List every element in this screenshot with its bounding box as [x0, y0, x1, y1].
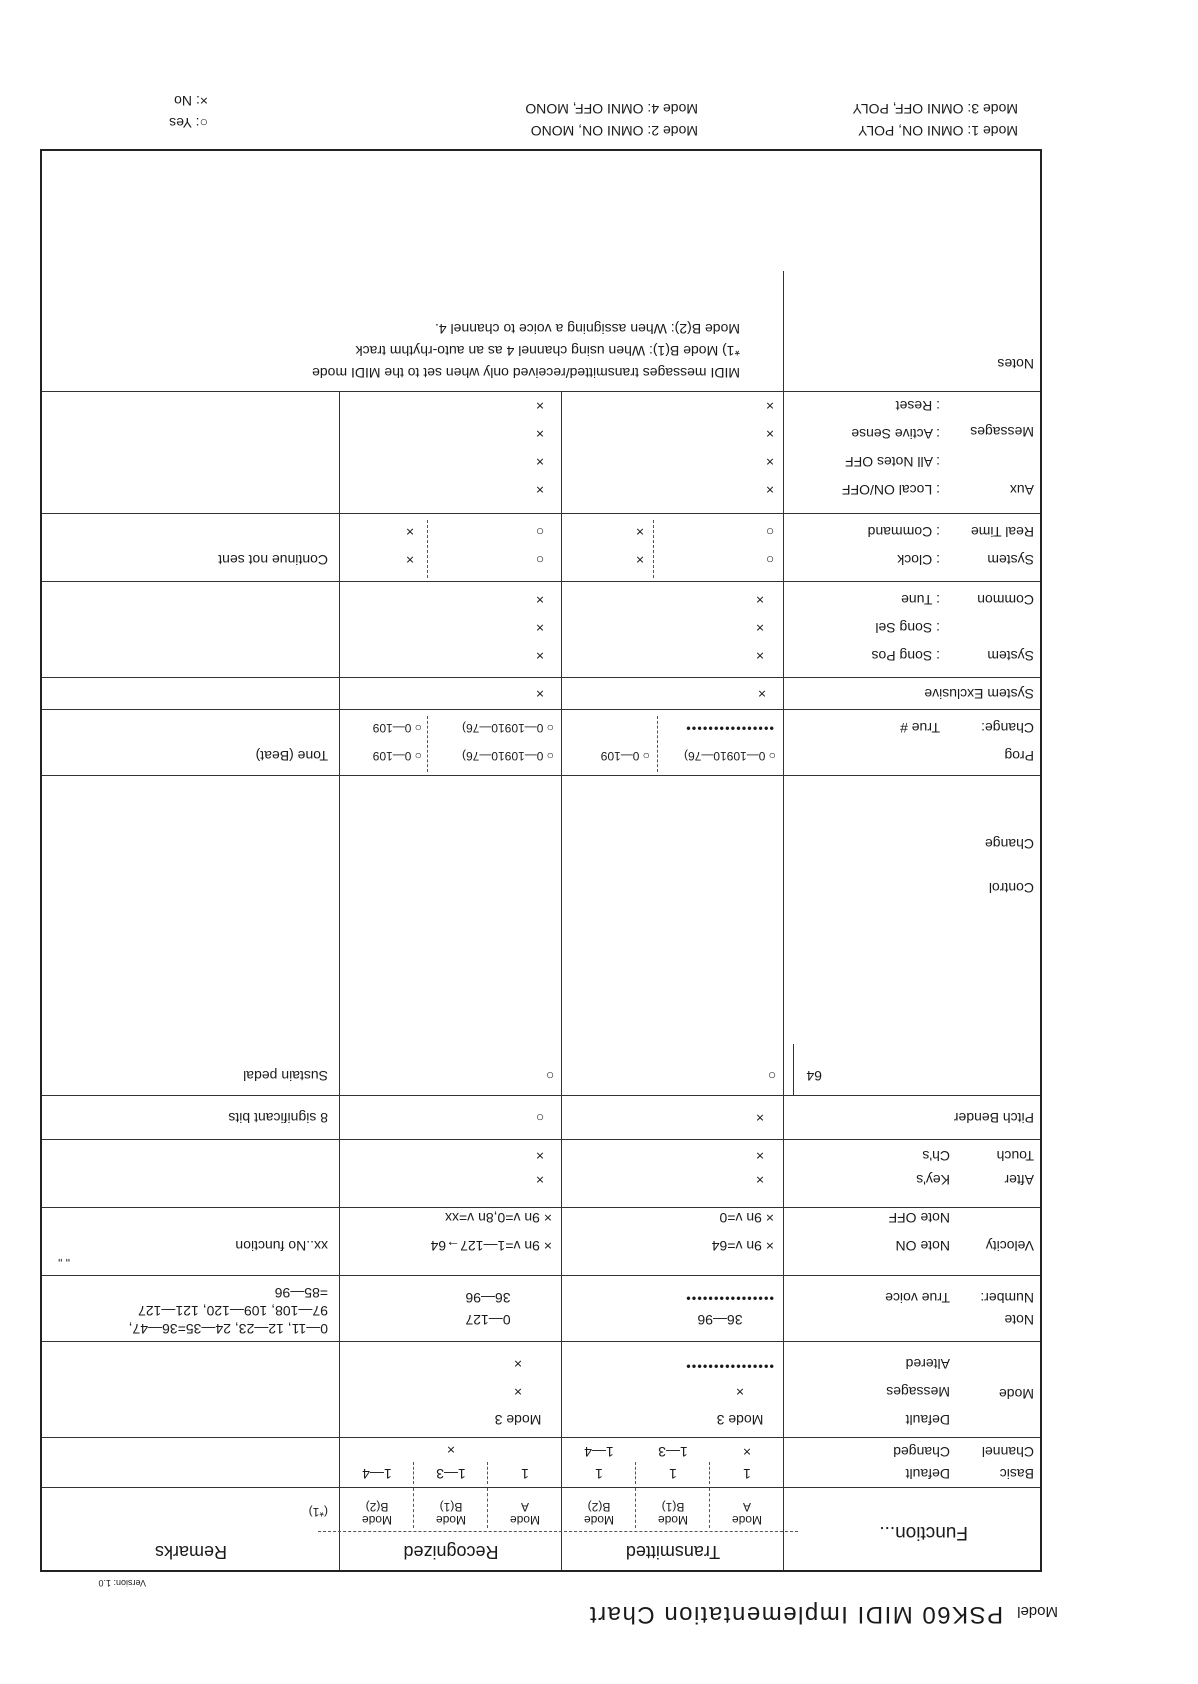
tx-aftertouch-keys: ×	[755, 1172, 765, 1188]
system-exclusive-row	[42, 677, 1040, 710]
system-common-row	[42, 581, 1040, 678]
chs-label: Ch's	[922, 1148, 950, 1164]
song-pos-label: : Song Pos	[871, 648, 940, 664]
tx-basic-changed-b2: 1—4	[584, 1444, 614, 1460]
pitch-bender-row	[42, 1095, 1040, 1140]
rx-velocity-on: × 9n v=1—127→64	[430, 1238, 552, 1254]
sub-header-divider	[318, 1531, 798, 1532]
rx-command-a: ○	[535, 524, 545, 540]
tx-basic-changed-b1: 1—3	[658, 1444, 688, 1460]
rx-mode-a-label: Mode A	[509, 1500, 541, 1527]
tx-note-range: 36—96	[697, 1312, 743, 1328]
tx-pitch-bender: ×	[755, 1110, 765, 1126]
program-change-row	[42, 709, 1040, 776]
tx-command-a: ○	[765, 524, 775, 540]
default-label: Default	[905, 1466, 950, 1482]
note-label: Note	[1004, 1312, 1034, 1328]
rx-system-exclusive: ×	[535, 686, 545, 702]
rx-clock-a: ○	[535, 552, 545, 568]
touch-label: Touch	[996, 1148, 1034, 1164]
tx-mode-a-label: Mode A	[731, 1500, 763, 1527]
symbol-legend: ○: Yes ×: No	[169, 93, 208, 131]
midi-implementation-table	[40, 149, 1042, 1572]
rx-basic-default-b2: 1—4	[362, 1466, 392, 1482]
tx-mode-default: Mode 3	[716, 1412, 764, 1428]
system-realtime-system-label: System	[987, 552, 1034, 568]
tx-aftertouch-chs: ×	[755, 1148, 765, 1164]
system-common-system-label: System	[987, 648, 1034, 664]
aux-messages-row	[42, 391, 1040, 514]
pitch-bender-label: Pitch Bender	[953, 1110, 1034, 1126]
version-label: Version: 1.0	[98, 1578, 146, 1588]
model-label: Model	[1017, 1603, 1058, 1620]
rx-clock-b: ×	[405, 552, 415, 568]
tx-velocity-on: × 9n v=64	[711, 1238, 774, 1254]
system-realtime-row	[42, 513, 1040, 582]
note-off-label: Note OFF	[888, 1210, 950, 1226]
notes-row	[42, 151, 1040, 392]
tx-tune: ×	[755, 592, 765, 608]
tx-command-b: ×	[635, 524, 645, 540]
margin-mark: " "	[58, 1250, 70, 1264]
song-sel-label: : Song Sel	[875, 620, 940, 636]
rx-local: ×	[535, 482, 545, 498]
rx-aftertouch-chs: ×	[535, 1148, 545, 1164]
tune-label: : Tune	[901, 592, 940, 608]
changed-label: Changed	[893, 1444, 950, 1460]
tx-mode-b1-label: Mode B(1)	[657, 1500, 689, 1527]
table-header-row	[42, 1487, 1040, 1570]
tx-prog-b: ○ 0—109	[600, 749, 650, 763]
rx-prog-b: ○ 0—109	[372, 749, 422, 763]
rx-mode-messages: ×	[513, 1384, 523, 1400]
rx-mode-b2-label: Mode B(2)	[361, 1500, 393, 1527]
rx-song-sel: ×	[535, 620, 545, 636]
rx-velocity-off: × 9n v=0,8n v=xx	[444, 1210, 552, 1226]
recognized-header: Recognized	[403, 1542, 499, 1562]
clock-label: : Clock	[897, 552, 940, 568]
rx-prog-true-a: ○ 0—10910—76)	[462, 721, 554, 735]
tx-clock-b: ×	[635, 552, 645, 568]
note-number-row	[42, 1275, 1040, 1342]
page-title: PSK60 MIDI Implementation Chart	[588, 1601, 1004, 1628]
notes-text: MIDI messages transmitted/received only when set to the MIDI mode *1) Mode B(1): When using channel 4 as an auto-rhythm track Mode B(2): When assigning a voice to channel 4.	[312, 321, 740, 381]
tx-song-sel: ×	[755, 620, 765, 636]
rx-all-notes-off: ×	[535, 454, 545, 470]
tx-song-pos: ×	[755, 648, 765, 664]
channel-label: Channel	[981, 1444, 1034, 1460]
rx-prog-a: ○ 0—10910—76)	[462, 749, 554, 763]
active-sense-label: : Active Sense	[851, 426, 940, 442]
rx-pitch-bender: ○	[535, 1110, 545, 1126]
common-label: Common	[977, 592, 1034, 608]
note-on-label: Note ON	[895, 1238, 950, 1254]
all-notes-off-label: : All Notes OFF	[845, 454, 940, 470]
realtime-remarks: Continue not sent	[218, 552, 328, 568]
tx-mode-b2-label: Mode B(2)	[583, 1500, 615, 1527]
velocity-label: Velocity	[985, 1238, 1034, 1254]
prog-label: Prog	[1004, 748, 1034, 764]
command-label: : Command	[867, 524, 940, 540]
rx-tune: ×	[535, 592, 545, 608]
mode-default-label: Default	[905, 1412, 950, 1428]
aftertouch-row	[42, 1139, 1040, 1208]
reset-label: : Reset	[895, 398, 940, 414]
tx-clock-a: ○	[765, 552, 775, 568]
true-number-label: True #	[900, 720, 940, 736]
control-change-row	[42, 775, 1040, 1096]
local-on-off-label: : Local ON/OFF	[841, 482, 940, 498]
system-exclusive-label: System Exclusive	[924, 686, 1034, 702]
document-header	[588, 1600, 1058, 1628]
rx-control-64: ○	[545, 1068, 555, 1084]
rx-mode-default: Mode 3	[494, 1412, 542, 1428]
tx-mode-messages: ×	[735, 1384, 745, 1400]
rx-command-b: ×	[405, 524, 415, 540]
tx-basic-default-b2: 1	[595, 1466, 603, 1482]
after-label: After	[1004, 1172, 1034, 1188]
transmitted-header: Transmitted	[625, 1542, 721, 1562]
mode-altered-label: Altered	[905, 1356, 950, 1372]
messages-label: Messages	[970, 424, 1034, 440]
prog-change-label: Change:	[981, 720, 1034, 736]
tx-control-64: ○	[767, 1068, 777, 1084]
tx-basic-changed-a: ×	[742, 1444, 752, 1460]
realtime-label: Real Time	[970, 524, 1034, 540]
rx-basic-changed: ×	[446, 1442, 456, 1458]
rx-basic-default-b1: 1—3	[436, 1466, 466, 1482]
change-label: Change	[984, 836, 1034, 852]
mode-definitions-left: Mode 1: OMNI ON, POLY Mode 3: OMNI OFF, POLY	[852, 101, 1018, 139]
rx-aftertouch-keys: ×	[535, 1172, 545, 1188]
basic-channel-row	[42, 1437, 1040, 1488]
mode-messages-label: Messages	[886, 1384, 950, 1400]
mode-label: Mode	[998, 1386, 1034, 1402]
rx-reset: ×	[535, 398, 545, 414]
rx-note-true: 36—96	[465, 1290, 511, 1306]
function-header: Function...	[879, 1522, 968, 1543]
prog-remarks: Tone (Beat)	[255, 748, 328, 764]
tx-prog-a: ○ 0—10910—76)	[684, 749, 776, 763]
control-label: Control	[988, 880, 1034, 896]
rx-mode-altered: ×	[513, 1356, 523, 1372]
basic-label: Basic	[999, 1466, 1034, 1482]
tx-active-sense: ×	[765, 426, 775, 442]
tx-basic-default-b1: 1	[669, 1466, 677, 1482]
tx-basic-default-a: 1	[743, 1466, 751, 1482]
mode-row	[42, 1341, 1040, 1438]
tx-local: ×	[765, 482, 775, 498]
aux-label: Aux	[1009, 482, 1034, 498]
rx-active-sense: ×	[535, 426, 545, 442]
notes-label: Notes	[997, 356, 1034, 372]
tx-system-exclusive: ×	[757, 686, 767, 702]
remarks-header: Remarks	[154, 1542, 228, 1562]
velocity-row	[42, 1207, 1040, 1276]
number-label: Number:	[980, 1290, 1034, 1306]
remarks-note-label: (*1)	[308, 1505, 328, 1519]
rx-song-pos: ×	[535, 648, 545, 664]
tx-note-true-dots: ••••••••••••••••	[685, 1291, 774, 1306]
tx-mode-altered-dots: ••••••••••••••••	[685, 1359, 774, 1374]
keys-label: Key's	[916, 1172, 950, 1188]
tx-velocity-off: × 9n v=0	[719, 1210, 774, 1226]
true-voice-label: True voice	[885, 1290, 950, 1306]
note-remarks: 0—11, 12—23, 24—35=36—47, 97—108, 109—120, 121—127 =85—96	[128, 1285, 328, 1337]
rx-prog-true-b: ○ 0—109	[372, 721, 422, 735]
control-number-64: 64	[806, 1068, 822, 1084]
tx-prog-true-dots: ••••••••••••••••	[685, 721, 774, 736]
pitch-bender-remarks: 8 significant bits	[228, 1110, 328, 1126]
rx-mode-b1-label: Mode B(1)	[435, 1500, 467, 1527]
control-remarks: Sustain pedal	[243, 1068, 328, 1084]
velocity-remarks: xx..No function	[235, 1238, 328, 1254]
tx-reset: ×	[765, 398, 775, 414]
mode-definitions-middle: Mode 2: OMNI ON, MONO Mode 4: OMNI OFF, MONO	[525, 101, 698, 139]
tx-all-notes-off: ×	[765, 454, 775, 470]
rx-basic-default-a: 1	[521, 1466, 529, 1482]
rx-note-range: 0—127	[465, 1312, 511, 1328]
